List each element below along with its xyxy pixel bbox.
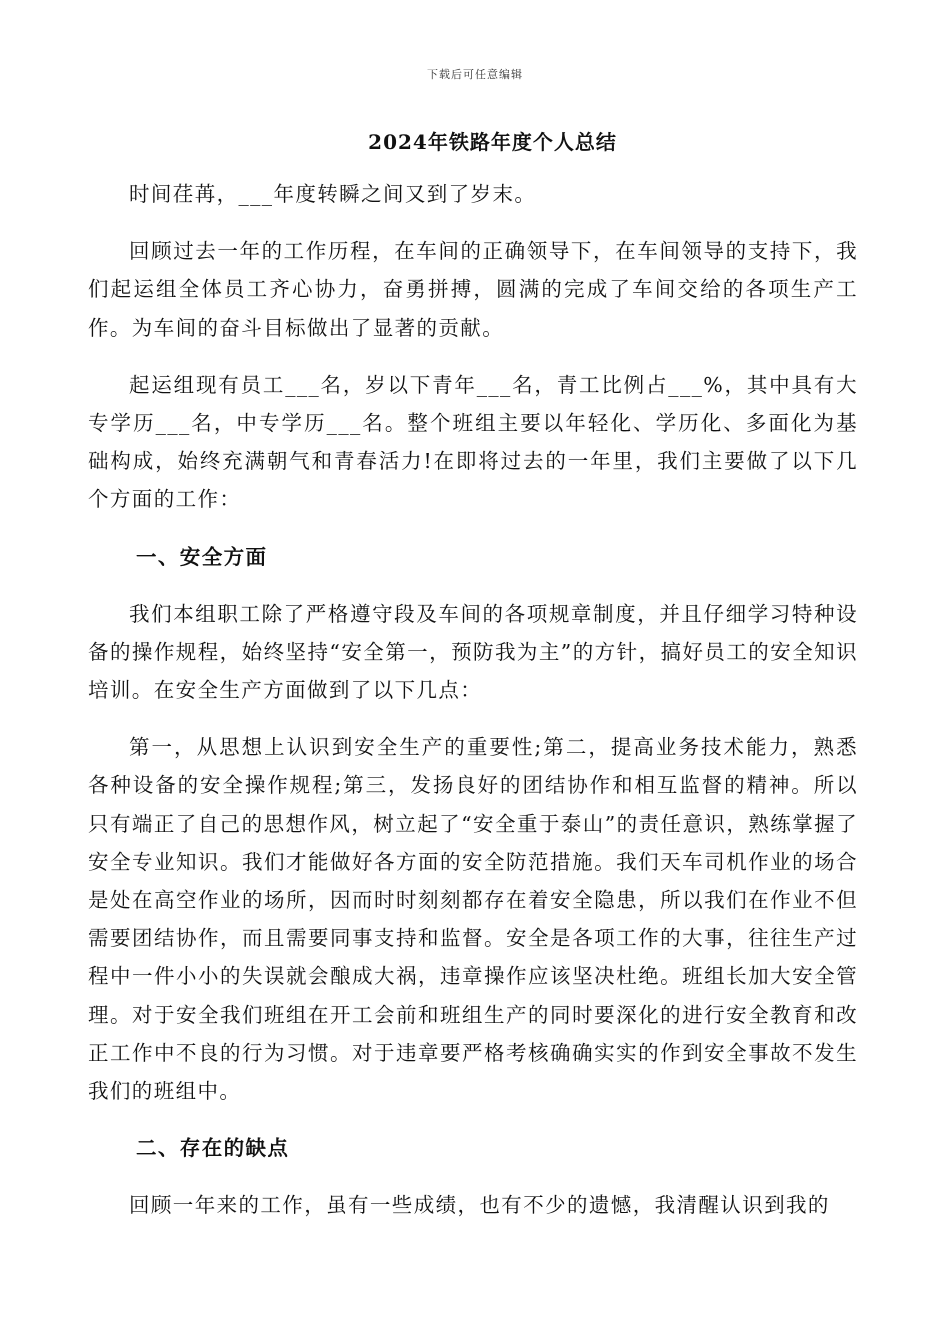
header-note: 下载后可任意编辑 [427,68,523,81]
document-body [88,175,858,1243]
section-heading-shortcomings: 二、存在的缺点 [136,1136,290,1161]
paragraph-team-composition: 起运组现有员工___名，岁以下青年___名，青工比例占___%，其中具有大专学历___名，中专学历___名。整个班组主要以年轻化、学历化、多面化为基础构成，始终充满朝气和青春活力!在即将过去的一年里，我们主要做了以下几个方面的工作： [88,372,858,512]
document-title: 2024年铁路年度个人总结 [368,130,617,154]
section-heading-safety: 一、安全方面 [136,544,268,569]
paragraph-safety-points: 第一，从思想上认识到安全生产的重要性;第二，提高业务技术能力，熟悉各种设备的安全操作规程;第三，发扬良好的团结协作和相互监督的精神。所以只有端正了自己的思想作风，树立起了“安全重于泰山”的责任意识，熟练掌握了安全专业知识。我们才能做好各方面的安全防范措施。我们天车司机作业的场合是处在高空作业的场所，因而时时刻刻都存在着安全隐患，所以我们在作业不但需要团结协作，而且需要同事支持和监督。安全是各项工作的大事，往往生产过程中一件小小的失误就会酿成大祸，违章操作应该坚决杜绝。班组长加大安全管理。对于安全我们班组在开工会前和班组生产的同时要深化的进行安全教育和改正工作中不良的行为习惯。对于违章要严格考核确确实实的作到安全事故不发生我们的班组中。 [88,735,858,1104]
paragraph-intro: 时间荏苒，___年度转瞬之间又到了岁末。 [129,182,537,206]
paragraph-shortcomings: 回顾一年来的工作，虽有一些成绩，也有不少的遗憾，我清醒认识到我的 [129,1193,830,1218]
paragraph-safety-rules: 我们本组职工除了严格遵守段及车间的各项规章制度，并且仔细学习特种设备的操作规程，始终坚持“安全第一，预防我为主”的方针，搞好员工的安全知识培训。在安全生产方面做到了以下几点： [88,601,858,703]
paragraph-review: 回顾过去一年的工作历程，在车间的正确领导下，在车间领导的支持下，我们起运组全体员工齐心协力，奋勇拼搏，圆满的完成了车间交给的各项生产工作。为车间的奋斗目标做出了显著的贡献。 [88,239,858,340]
